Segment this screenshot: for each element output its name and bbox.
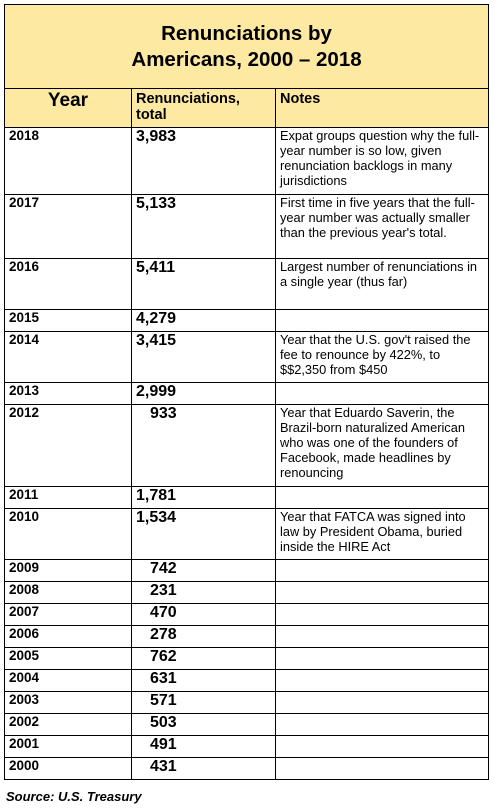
table-row [5,736,489,758]
cell-notes [276,604,489,626]
title-line-2: Americans, 2000 – 2018 [131,47,362,71]
table-row [5,692,489,714]
title-line-1: Renunciations by [161,21,332,45]
cell-renunciations: 4,279 [132,310,276,332]
cell-renunciations: 3,415 [132,332,276,383]
cell-renunciations: 5,133 [132,195,276,259]
cell-notes: First time in five years that the full-year number was actually smaller than the previous year's total. [276,195,489,259]
cell-notes: Expat groups question why the full-year number is so low, given renunciation backlogs in many jurisdictions [276,128,489,195]
cell-year: 2009 [5,560,132,582]
cell-renunciations: 3,983 [132,128,276,195]
header-year: Year [5,89,132,128]
table-row [5,332,489,383]
cell-renunciations: 491 [132,736,276,758]
cell-notes: Year that Eduardo Saverin, the Brazil-born naturalized American who was one of the founders of Facebook, made headlines by renouncing [276,405,489,487]
cell-renunciations: 1,781 [132,487,276,509]
table-row [5,383,489,405]
cell-renunciations: 933 [132,405,276,487]
cell-year: 2014 [5,332,132,383]
cell-notes: Largest number of renunciations in a single year (thus far) [276,259,489,310]
cell-notes [276,560,489,582]
cell-year: 2015 [5,310,132,332]
cell-notes [276,310,489,332]
table-row [5,560,489,582]
cell-notes [276,487,489,509]
cell-renunciations: 2,999 [132,383,276,405]
cell-notes [276,714,489,736]
table-row [5,670,489,692]
table-row [5,648,489,670]
cell-year: 2013 [5,383,132,405]
source-caption: Source: U.S. Treasury [6,789,142,804]
renunciations-table [4,4,489,780]
cell-year: 2003 [5,692,132,714]
cell-year: 2007 [5,604,132,626]
table-row [5,405,489,487]
table-row [5,195,489,259]
cell-renunciations: 231 [132,582,276,604]
cell-renunciations: 1,534 [132,509,276,560]
cell-notes [276,692,489,714]
cell-year: 2010 [5,509,132,560]
table-row [5,259,489,310]
title-row [5,5,489,89]
cell-year: 2002 [5,714,132,736]
table-row [5,128,489,195]
cell-renunciations: 470 [132,604,276,626]
table-row [5,509,489,560]
header-renunciations [132,89,276,128]
cell-renunciations: 278 [132,626,276,648]
table-title [5,5,489,89]
cell-renunciations: 742 [132,560,276,582]
cell-renunciations: 503 [132,714,276,736]
cell-renunciations: 762 [132,648,276,670]
cell-year: 2011 [5,487,132,509]
header-renunciations-line-2: total [136,107,167,123]
cell-year: 2012 [5,405,132,487]
cell-notes [276,758,489,780]
cell-year: 2017 [5,195,132,259]
header-renunciations-line-1: Renunciations, [136,91,240,107]
table-row [5,310,489,332]
cell-renunciations: 631 [132,670,276,692]
header-row [5,89,489,128]
cell-year: 2005 [5,648,132,670]
header-notes: Notes [276,89,489,128]
cell-notes: Year that FATCA was signed into law by President Obama, buried inside the HIRE Act [276,509,489,560]
table-row [5,582,489,604]
cell-notes [276,582,489,604]
cell-notes [276,648,489,670]
cell-year: 2004 [5,670,132,692]
table-row [5,626,489,648]
cell-notes [276,670,489,692]
cell-renunciations: 571 [132,692,276,714]
cell-year: 2008 [5,582,132,604]
cell-notes [276,383,489,405]
cell-year: 2016 [5,259,132,310]
cell-notes [276,736,489,758]
table-row [5,714,489,736]
table-row [5,604,489,626]
table-row [5,487,489,509]
cell-year: 2006 [5,626,132,648]
table-body [5,128,489,780]
renunciations-table-frame [4,4,488,788]
cell-year: 2018 [5,128,132,195]
cell-year: 2001 [5,736,132,758]
table-row [5,758,489,780]
cell-notes [276,626,489,648]
cell-renunciations: 5,411 [132,259,276,310]
cell-notes: Year that the U.S. gov't raised the fee to renounce by 422%, to $$2,350 from $450 [276,332,489,383]
cell-year: 2000 [5,758,132,780]
cell-renunciations: 431 [132,758,276,780]
